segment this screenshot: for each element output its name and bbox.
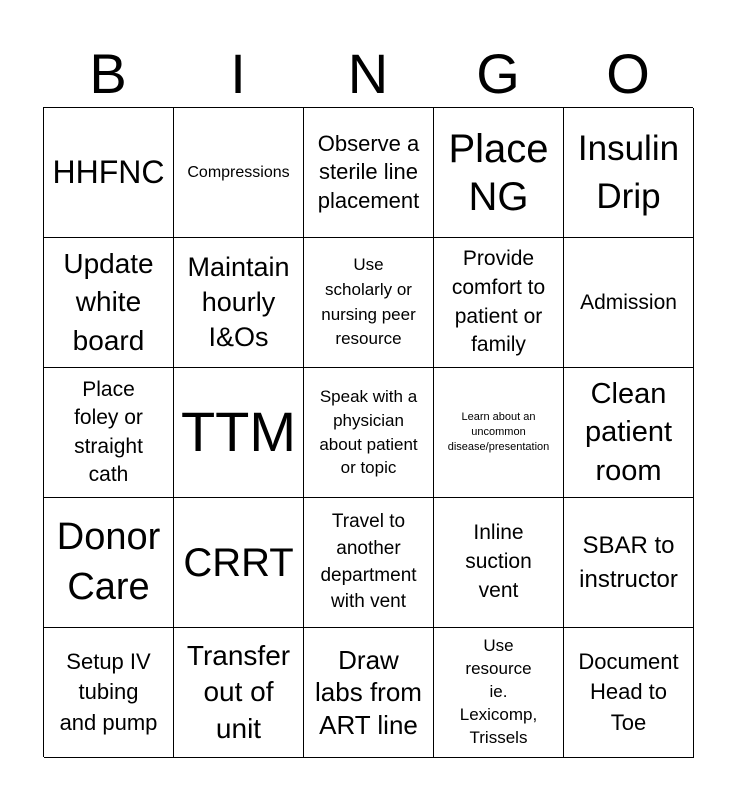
bingo-cell-r5-c4[interactable] xyxy=(434,628,564,758)
bingo-cell-r1-c3[interactable] xyxy=(304,108,434,238)
header-letter-n: N xyxy=(347,42,389,105)
bingo-cell-text: Admission xyxy=(580,290,677,314)
bingo-cell-text: Compressions xyxy=(187,163,290,181)
bingo-cell-text: Document Head to Toe xyxy=(578,648,679,735)
bingo-cell-r1-c4[interactable] xyxy=(434,108,564,238)
bingo-cell-r5-c3[interactable] xyxy=(304,628,434,758)
bingo-cell-r2-c5[interactable] xyxy=(564,238,694,368)
bingo-cell-text: Speak with a physician about patient or topic xyxy=(319,386,418,478)
bingo-cell-text: Use resource ie. Lexicomp, Trissels xyxy=(459,636,538,747)
header-letter-i: I xyxy=(230,42,246,105)
bingo-cell-text: Inline suction vent xyxy=(465,521,532,602)
bingo-header xyxy=(43,40,693,108)
bingo-cell-r1-c5[interactable] xyxy=(564,108,694,238)
bingo-cell-r4-c5[interactable] xyxy=(564,498,694,628)
bingo-cell-r2-c1[interactable] xyxy=(44,238,174,368)
header-letter-g: G xyxy=(476,42,520,105)
bingo-cell-text: SBAR to instructor xyxy=(579,532,678,593)
bingo-cell-r5-c1[interactable] xyxy=(44,628,174,758)
bingo-cell-text: Place foley or straight cath xyxy=(74,377,143,486)
bingo-cell-r3-c5[interactable] xyxy=(564,368,694,498)
bingo-cell-text: Observe a sterile line placement xyxy=(317,130,420,213)
bingo-cell-r4-c3[interactable] xyxy=(304,498,434,628)
header-letter-o: O xyxy=(606,42,650,105)
bingo-cell-text: HHFNC xyxy=(52,153,165,190)
bingo-cell-text: Update white board xyxy=(63,247,154,356)
bingo-cell-text: Clean patient room xyxy=(584,377,673,487)
bingo-cell-r3-c2[interactable] xyxy=(174,368,304,498)
bingo-cell-r3-c4[interactable] xyxy=(434,368,564,498)
bingo-cell-r2-c4[interactable] xyxy=(434,238,564,368)
bingo-cell-text: Travel to another department with vent xyxy=(320,510,417,613)
bingo-cell-text: TTM xyxy=(180,400,297,464)
bingo-cell-text: Setup IV tubing and pump xyxy=(59,648,158,735)
bingo-cell-r4-c2[interactable] xyxy=(174,498,304,628)
bingo-cell-text: Provide comfort to patient or family xyxy=(451,246,546,357)
bingo-cell-r3-c1[interactable] xyxy=(44,368,174,498)
bingo-cell-r2-c3[interactable] xyxy=(304,238,434,368)
bingo-cell-text: Draw labs from ART line xyxy=(315,644,422,740)
bingo-cell-r4-c4[interactable] xyxy=(434,498,564,628)
bingo-cell-r3-c3[interactable] xyxy=(304,368,434,498)
header-letter-b: B xyxy=(89,42,127,105)
bingo-cell-text: Donor Care xyxy=(56,516,161,608)
bingo-cell-text: Transfer out of unit xyxy=(186,639,291,744)
bingo-cell-text: Maintain hourly I&Os xyxy=(187,251,290,353)
bingo-cell-text: Learn about an uncommon disease/presentation xyxy=(447,411,550,453)
bingo-cell-r5-c2[interactable] xyxy=(174,628,304,758)
bingo-cell-r1-c1[interactable] xyxy=(44,108,174,238)
bingo-card-grid xyxy=(43,107,693,757)
bingo-cell-r5-c5[interactable] xyxy=(564,628,694,758)
bingo-cell-r4-c1[interactable] xyxy=(44,498,174,628)
bingo-cell-r1-c2[interactable] xyxy=(174,108,304,238)
bingo-cell-text: Place NG xyxy=(448,126,549,219)
bingo-cell-text: CRRT xyxy=(183,540,294,585)
bingo-cell-text: Use scholarly or nursing peer resource xyxy=(321,255,416,349)
bingo-cell-r2-c2[interactable] xyxy=(174,238,304,368)
bingo-cell-text: Insulin Drip xyxy=(577,129,680,216)
